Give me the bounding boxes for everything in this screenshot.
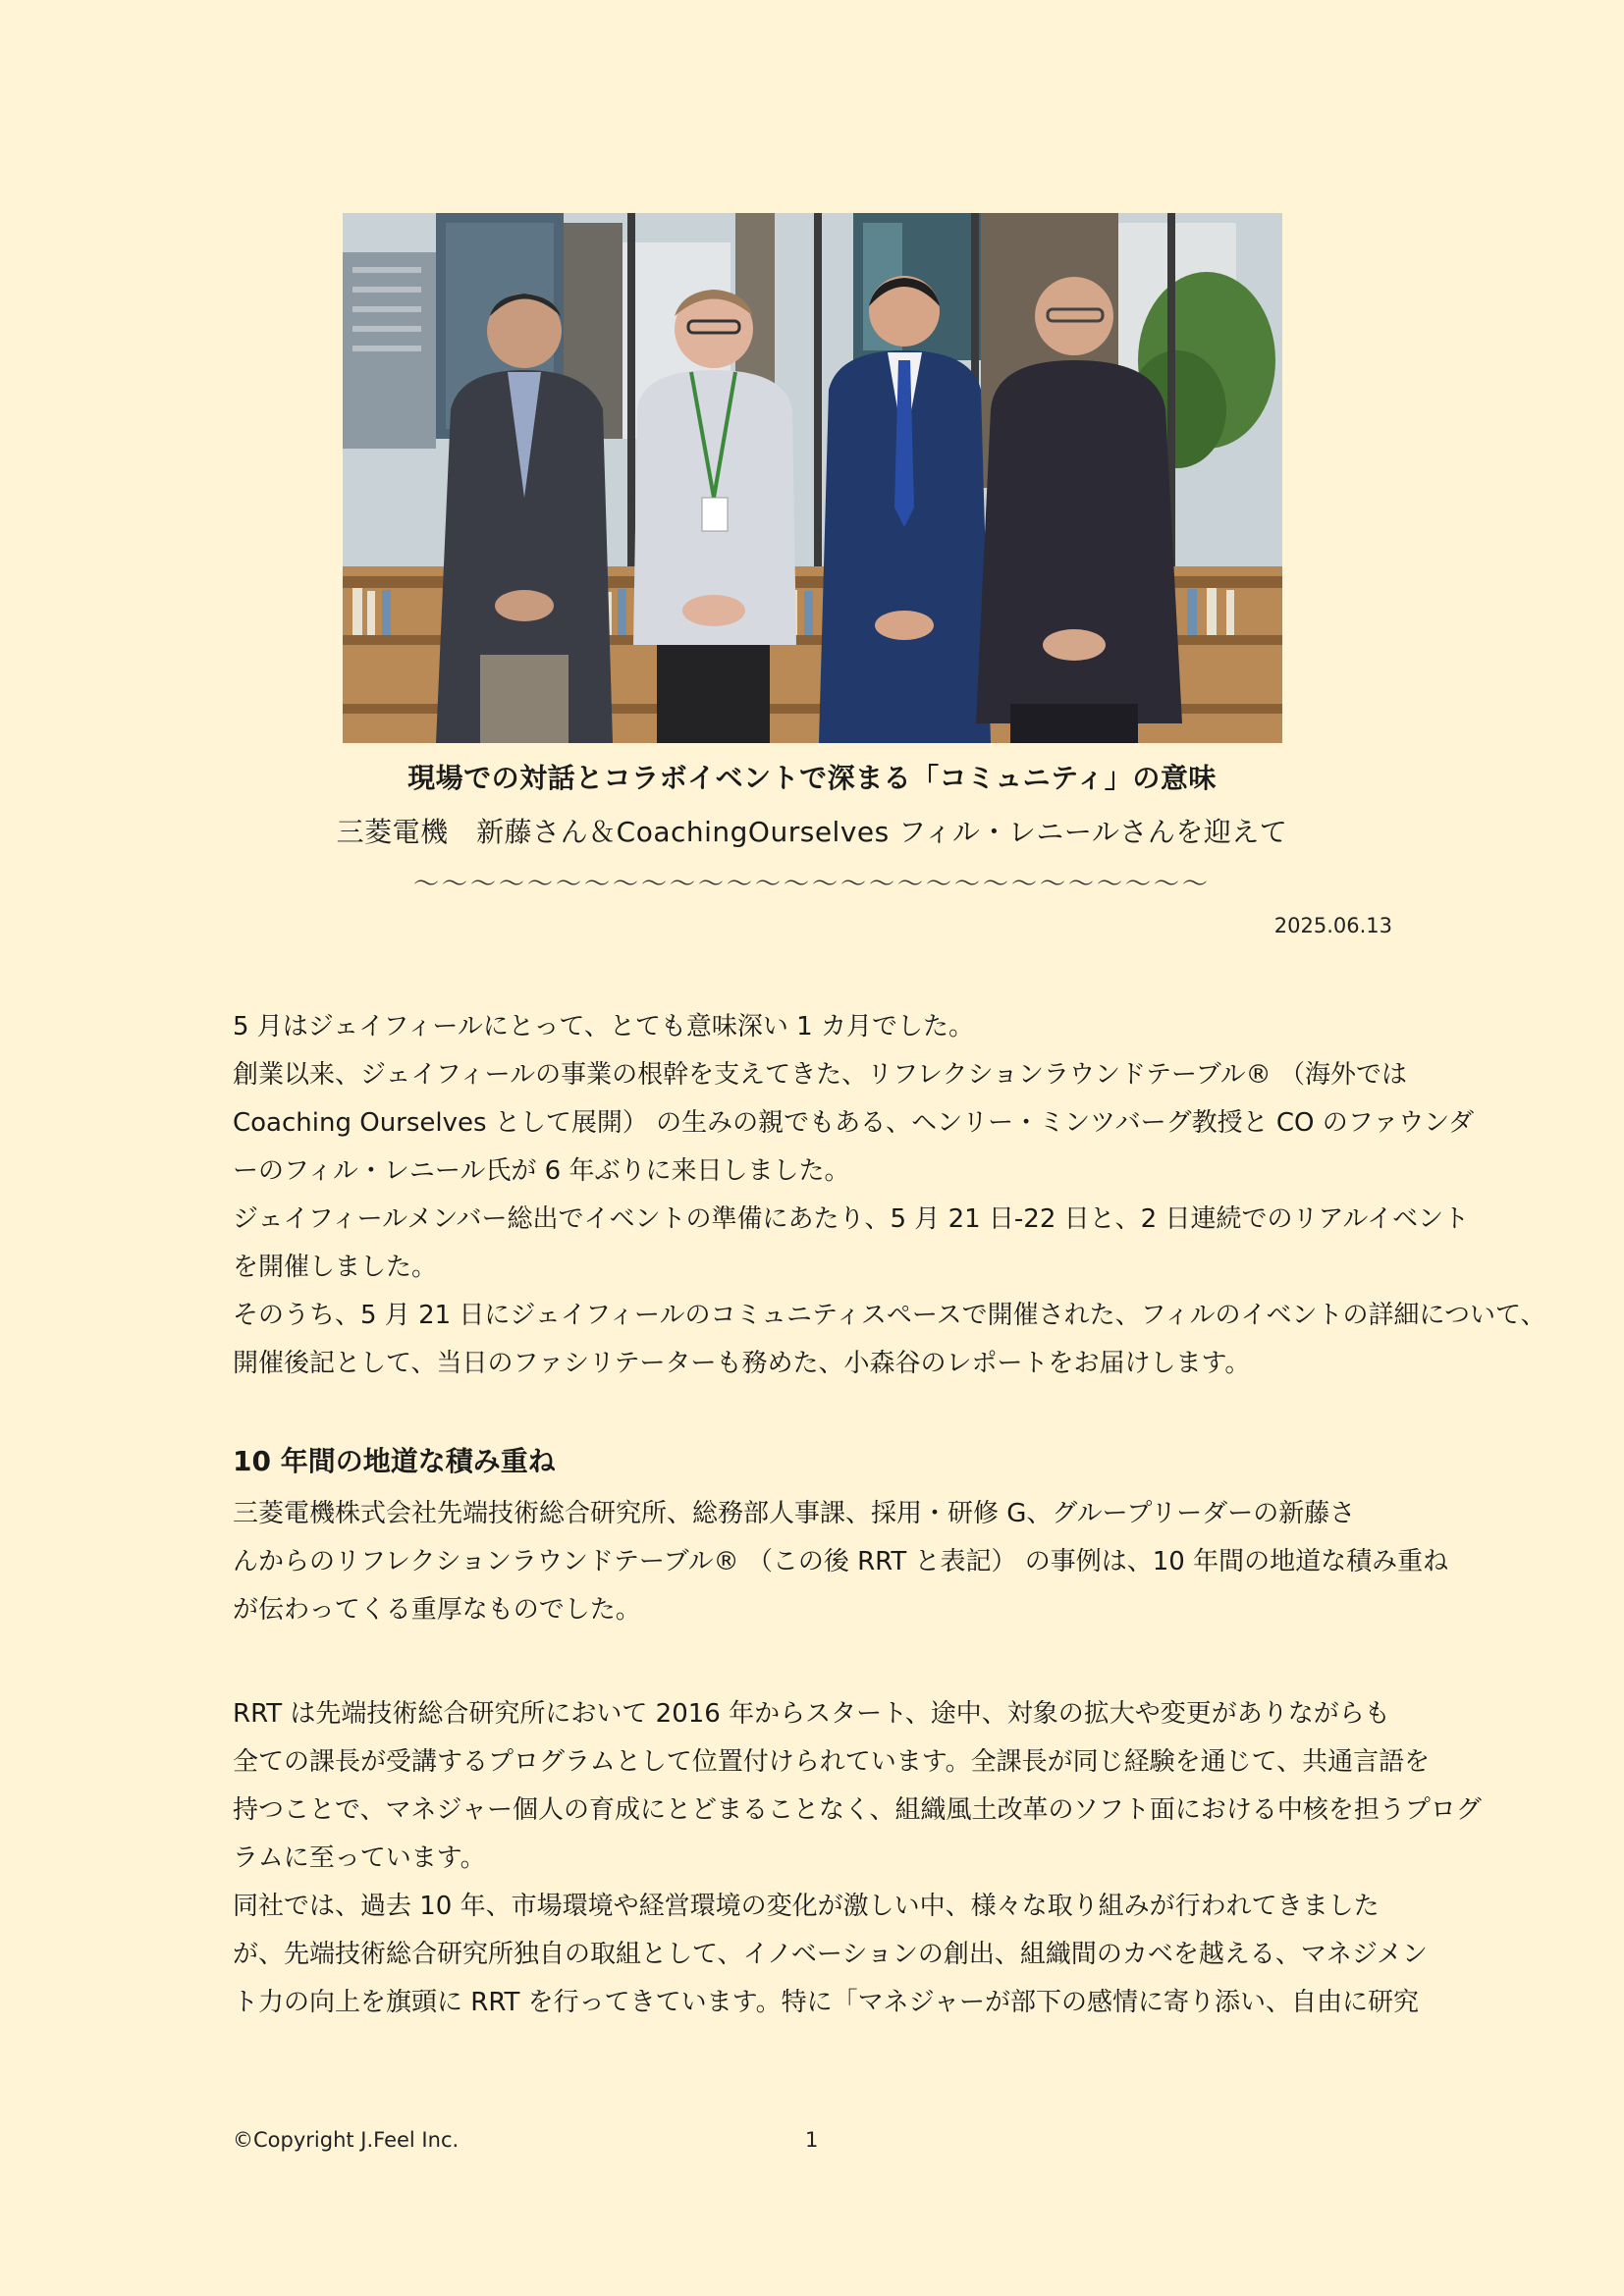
- intro-line: 創業以来、ジェイフィールの事業の根幹を支えてきた、リフレクションラウンドテーブル® （海外では: [233, 1060, 1407, 1090]
- intro-paragraph: [233, 1003, 1546, 1388]
- body-line: ラムに至っています。: [233, 1843, 486, 1873]
- group-photo-illustration: [343, 213, 1282, 743]
- tilde-divider: ～～～～～～～～～～～～～～～～～～～～～～～～～～～～: [412, 870, 1211, 899]
- body-line: 三菱電機株式会社先端技術総合研究所、総務部人事課、採用・研修 G、グループリーダーの新藤さ: [233, 1499, 1356, 1528]
- body-line: RRT は先端技術総合研究所において 2016 年からスタート、途中、対象の拡大や変更がありながらも: [233, 1699, 1390, 1729]
- section-paragraph-1: [233, 1490, 1449, 1634]
- intro-line: 5 月はジェイフィールにとって、とても意味深い 1 カ月でした。: [233, 1012, 974, 1041]
- body-line: が、先端技術総合研究所独自の取組として、イノベーションの創出、組織間のカベを越える、マネジメン: [233, 1940, 1429, 1969]
- publish-date: 2025.06.13: [1273, 914, 1392, 937]
- intro-line: そのうち、5 月 21 日にジェイフィールのコミュニティスペースで開催された、フィルのイベントの詳細について、: [233, 1301, 1546, 1330]
- article-subtitle: 三菱電機 新藤さん＆CoachingOurselves フィル・レニールさんを迎えて: [336, 816, 1288, 848]
- intro-line: Coaching Ourselves として展開） の生みの親でもある、ヘンリー・ミンツバーグ教授と CO のファウンダ: [233, 1108, 1475, 1138]
- intro-line: ーのフィル・レニール氏が 6 年ぶりに来日しました。: [233, 1156, 850, 1186]
- intro-line: ジェイフィールメンバー総出でイベントの準備にあたり、5 月 21 日-22 日と、2 日連続でのリアルイベント: [233, 1204, 1470, 1234]
- intro-line: 開催後記として、当日のファシリテーターも務めた、小森谷のレポートをお届けします。: [233, 1349, 1251, 1378]
- body-line: んからのリフレクションラウンドテーブル® （この後 RRT と表記） の事例は、10 年間の地道な積み重ね: [233, 1547, 1449, 1576]
- copyright-text: ©Copyright J.Feel Inc.: [233, 2128, 460, 2152]
- group-photo: [343, 213, 1282, 743]
- section-paragraph-2: [233, 1690, 1482, 2027]
- intro-line: を開催しました。: [233, 1253, 438, 1282]
- body-line: 持つことで、マネジャー個人の育成にとどまることなく、組織風土改革のソフト面における中核を担うプログ: [233, 1795, 1482, 1825]
- section-heading: 10 年間の地道な積み重ね: [233, 1445, 556, 1477]
- body-line: が伝わってくる重厚なものでした。: [233, 1595, 641, 1625]
- page-number: 1: [805, 2128, 819, 2152]
- body-line: 全ての課長が受講するプログラムとして位置付けられています。全課長が同じ経験を通じて、共通言語を: [233, 1747, 1431, 1777]
- body-line: ト力の向上を旗頭に RRT を行ってきています。特に「マネジャーが部下の感情に寄り添い、自由に研究: [233, 1988, 1420, 2017]
- article-title: 現場での対話とコラボイベントで深まる「コミュニティ」の意味: [407, 762, 1217, 794]
- body-line: 同社では、過去 10 年、市場環境や経営環境の変化が激しい中、様々な取り組みが行われてきました: [233, 1892, 1380, 1921]
